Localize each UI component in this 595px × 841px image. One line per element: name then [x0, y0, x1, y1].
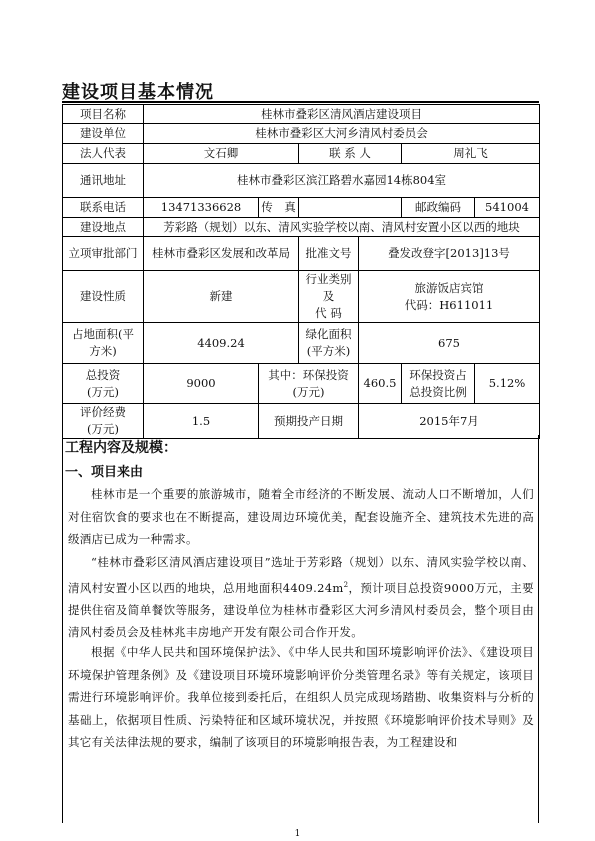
fax-label: 传 真	[259, 198, 299, 218]
approval-dept-value: 桂林市叠彩区发展和改革局	[144, 237, 299, 271]
address-value: 桂林市叠彩区滨江路碧水嘉园14栋804室	[144, 164, 540, 198]
row-builder	[63, 124, 540, 144]
location-label: 建设地点	[63, 218, 144, 237]
row-area	[63, 323, 540, 364]
project-name-label: 项目名称	[63, 105, 144, 124]
page-number: 1	[294, 829, 301, 839]
env-ratio-value: 5.12%	[475, 364, 540, 404]
row-eval-fee	[63, 404, 540, 439]
env-investment-label	[259, 364, 359, 404]
industry-value	[359, 271, 540, 323]
phone-value: 13471336628	[144, 198, 259, 218]
section-title: 工程内容及规模：	[65, 440, 177, 456]
builder-value: 桂林市叠彩区大河乡清风村委员会	[144, 124, 540, 144]
postcode-label: 邮政编码	[402, 198, 475, 218]
env-investment-label-line2: (万元)	[292, 384, 325, 399]
investment-value: 9000	[144, 364, 259, 404]
env-ratio-label-line2: 总投资比例	[409, 384, 467, 399]
area-value: 4409.24	[144, 323, 299, 364]
contact-value: 周礼飞	[402, 144, 540, 164]
project-name-value: 桂林市叠彩区清风酒店建设项目	[144, 105, 540, 124]
green-label-line1: 绿化面积	[305, 327, 352, 341]
industry-value-line1: 旅游饭店宾馆	[414, 280, 484, 295]
env-investment-value: 460.5	[359, 364, 402, 404]
eval-fee-label-line2: (万元)	[87, 422, 119, 436]
location-value: 芳彩路（规划）以东、清风实验学校以南、清风村安置小区以西的地块	[144, 218, 540, 237]
eval-fee-label	[63, 404, 144, 439]
row-address	[63, 164, 540, 198]
page-title: 建设项目基本情况	[62, 82, 214, 103]
project-info-table	[62, 104, 540, 439]
investment-label	[63, 364, 144, 404]
area-label	[63, 323, 144, 364]
industry-label-line2: 代 码	[315, 306, 342, 320]
green-value: 675	[359, 323, 540, 364]
industry-label-line1: 行业类别及	[305, 272, 352, 303]
row-legal-rep	[63, 144, 540, 164]
paragraph-2	[68, 551, 534, 644]
address-label: 通讯地址	[63, 164, 144, 198]
nature-value: 新建	[144, 271, 299, 323]
row-approval	[63, 237, 540, 271]
paragraph-2-a: “桂林市叠彩区清风酒店建设项目”选址于芳彩路（规划）以东、清风实验学校以南、清风村安置小区以西的地块，总用地面积4409.24m	[68, 555, 534, 595]
env-ratio-label	[402, 364, 475, 404]
paragraph-2-sup: 2	[343, 580, 349, 589]
title-rule	[62, 101, 539, 103]
row-location	[63, 218, 540, 237]
industry-label	[299, 271, 359, 323]
investment-label-line2: (万元)	[87, 384, 119, 399]
row-phone	[63, 198, 540, 218]
operation-date-value: 2015年7月	[359, 404, 540, 439]
approval-no-label: 批准文号	[299, 237, 359, 271]
subsection-title: 一、项目来由	[65, 465, 144, 480]
builder-label: 建设单位	[63, 124, 144, 144]
env-ratio-label-line1: 环保投资占	[409, 367, 467, 382]
paragraph-2-b: ，预计项目总投资9000万元，主要提供住宿及简单餐饮等服务，建设单位为桂林市叠彩区大河乡清风村委员会，整个项目由清风村委员会及桂林兆丰房地产开发有限公司合作开发。	[68, 580, 534, 640]
row-investment	[63, 364, 540, 404]
env-investment-label-line1: 其中：环保投资	[268, 367, 349, 382]
postcode-value: 541004	[475, 198, 540, 218]
legal-rep-label: 法人代表	[63, 144, 144, 164]
investment-label-line1: 总投资	[85, 367, 121, 382]
paragraph-3: 根据《中华人民共和国环境保护法》、《中华人民共和国环境影响评价法》、《建设项目环境保护管理条例》及《建设项目环境环境影响评价分类管理名录》等有关规定，该项目需进行环境影响评价。我单位接到委托后，在组织人员完成现场踏勘、收集资料与分析的基础上，依据项目性质、污染特征和区域环境状况，并按照《环境影响评价技术导则》及其它有关法律法规的要求，编制了该项目的环境影响报告表，为工程建设和	[68, 645, 534, 749]
fax-value	[299, 198, 402, 218]
green-label	[299, 323, 359, 364]
contact-label: 联 系 人	[299, 144, 402, 164]
approval-no-value: 叠发改登字[2013]13号	[359, 237, 540, 271]
green-label-line2: (平方米)	[306, 344, 351, 358]
operation-date-label: 预期投产日期	[259, 404, 359, 439]
legal-rep-value: 文石卿	[144, 144, 299, 164]
eval-fee-label-line1: 评价经费	[80, 405, 126, 419]
row-project-name	[63, 105, 540, 124]
area-label-line2: 方米)	[89, 344, 117, 358]
phone-label: 联系电话	[63, 198, 144, 218]
approval-dept-label: 立项审批部门	[63, 237, 144, 271]
eval-fee-value: 1.5	[144, 404, 259, 439]
paragraph-1: 桂林市是一个重要的旅游城市，随着全市经济的不断发展、流动人口不断增加，人们对住宿饮食的要求也在不断提高，建设周边环境优美，配套设施齐全、建筑技术先进的高级酒店已成为一种需求。	[68, 487, 534, 546]
industry-value-line2: 代码：H611011	[404, 297, 494, 312]
area-label-line1: 占地面积(平	[72, 327, 134, 341]
nature-label: 建设性质	[63, 271, 144, 323]
row-nature	[63, 271, 540, 323]
